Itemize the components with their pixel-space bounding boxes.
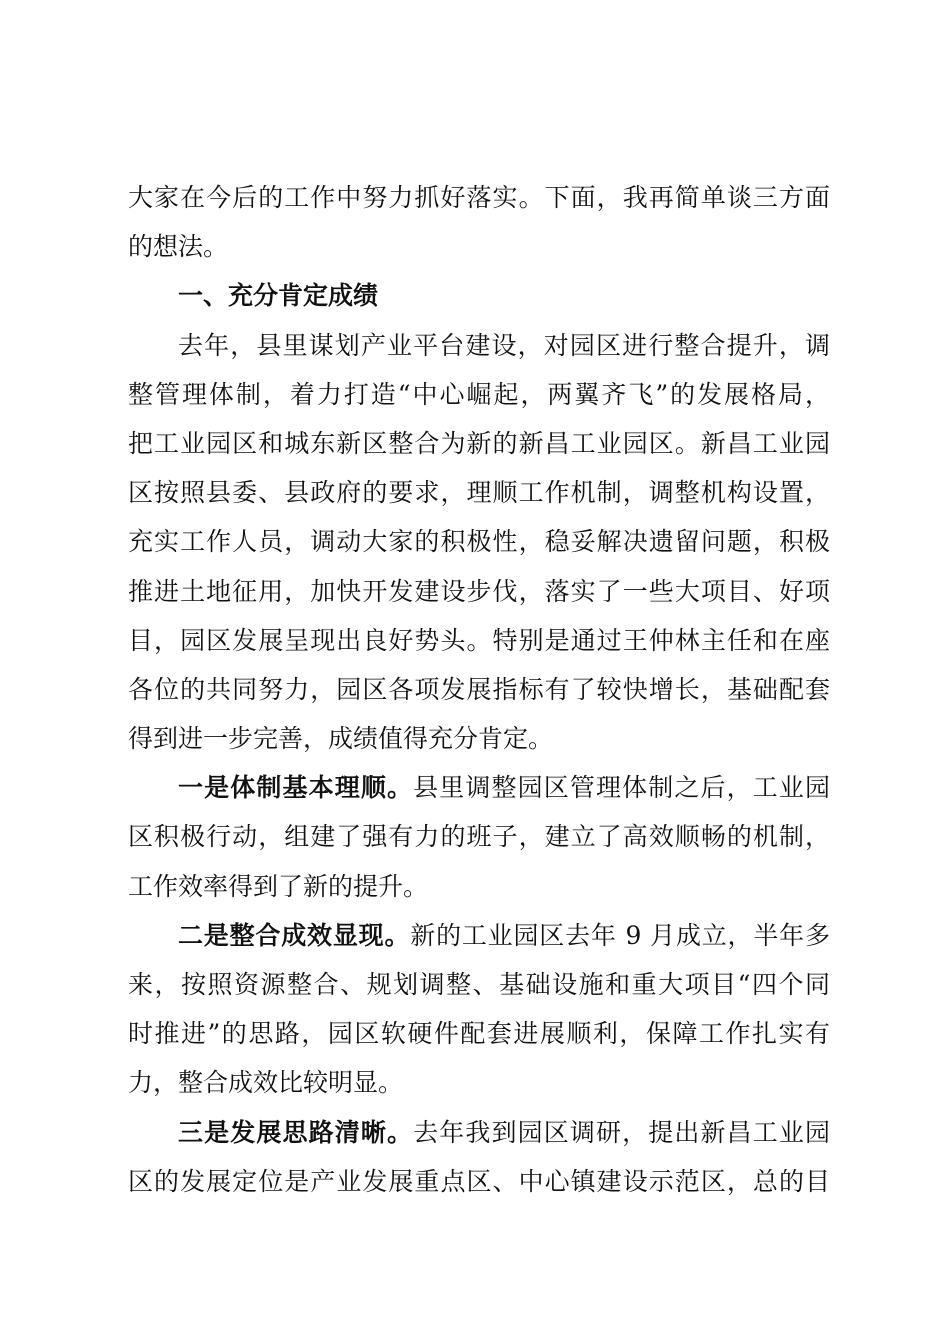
- paragraph-lead: 二是整合成效显现。: [178, 920, 411, 950]
- body-line: 来，按照资源整合、规划调整、基础设施和重大项目“四个同: [128, 970, 830, 999]
- paragraph-text: 县里调整园区管理体制之后，工业园: [413, 773, 830, 803]
- paragraph-line: [128, 763, 830, 812]
- body-line: 区积极行动，组建了强有力的班子，建立了高效顺畅的机制，: [128, 822, 830, 852]
- paragraph-lead: 三是发展思路清晰。: [178, 1117, 414, 1147]
- body-line: 去年，县里谋划产业平台建设，对园区进行整合提升，调: [178, 330, 830, 360]
- body-line: 区按照县委、县政府的要求，理顺工作机制，调整机构设置，: [128, 478, 830, 508]
- body-line: 工作效率得到了新的提升。: [128, 871, 429, 901]
- paragraph-lead: 一是体制基本理顺。: [178, 773, 414, 803]
- body-line: 把工业园区和城东新区整合为新的新昌工业园区。新昌工业园: [128, 428, 830, 458]
- body-line: 各位的共同努力，园区各项发展指标有了较快增长，基础配套: [128, 674, 830, 704]
- body-line: 力，整合成效比较明显。: [128, 1068, 404, 1098]
- body-line: 推进土地征用，加快开发建设步伐，落实了一些大项目、好项: [128, 576, 830, 606]
- body-line: 时推进”的思路，园区软硬件配套进展顺利，保障工作扎实有: [128, 1019, 830, 1049]
- body-line: 区的发展定位是产业发展重点区、中心镇建设示范区，总的目: [128, 1166, 830, 1196]
- body-line: 整管理体制，着力打造“中心崛起，两翼齐飞”的发展格局，: [128, 379, 830, 409]
- paragraph-text: 去年我到园区调研，提出新昌工业园: [413, 1117, 830, 1147]
- body-line: 大家在今后的工作中努力抓好落实。下面，我再简单谈三方面: [128, 183, 830, 212]
- body-line: 目，园区发展呈现出良好势头。特别是通过王仲林主任和在座: [128, 625, 830, 655]
- paragraph-line: [128, 1108, 830, 1157]
- section-heading: 一、充分肯定成绩: [178, 281, 379, 311]
- body-line: 得到进一步完善，成绩值得充分肯定。: [128, 724, 554, 754]
- document-page: [128, 173, 830, 1206]
- paragraph-text: 新的工业园区去年 9 月成立，半年多: [410, 920, 830, 950]
- paragraph-line: [128, 911, 830, 960]
- body-line: 充实工作人员，调动大家的积极性，稳妥解决遗留问题，积极: [128, 527, 830, 557]
- body-line: 的想法。: [128, 232, 229, 262]
